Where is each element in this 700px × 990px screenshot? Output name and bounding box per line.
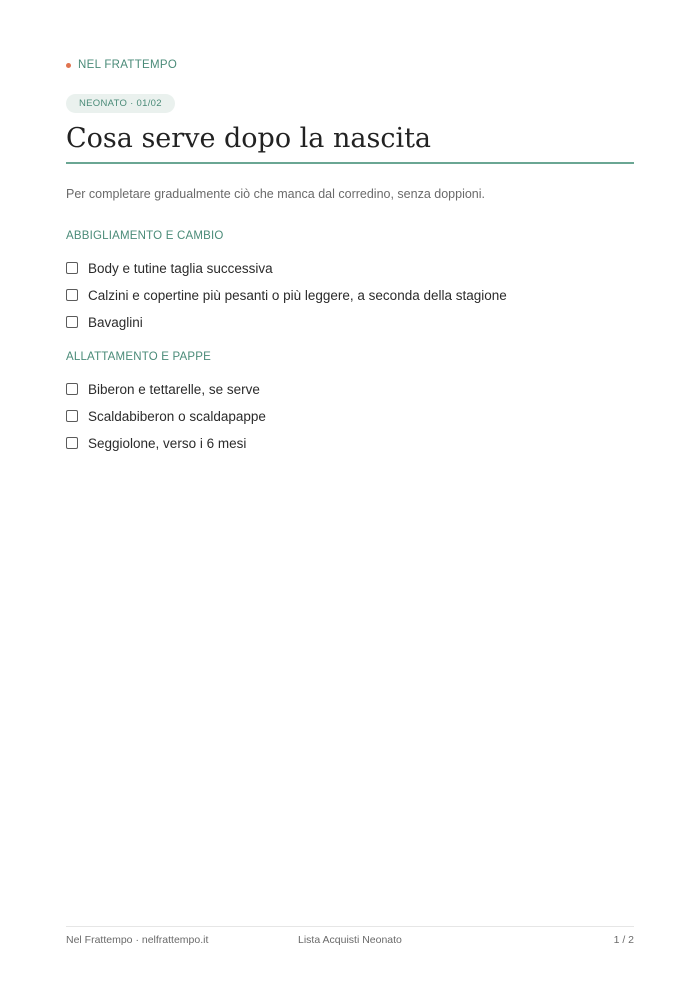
checklist-item-label: Body e tutine taglia successiva (88, 260, 273, 276)
page-title: Cosa serve dopo la nascita (66, 123, 432, 154)
category-badge: NEONATO · 01/02 (66, 94, 175, 113)
section-title-allattamento: ALLATTAMENTO E PAPPE (66, 351, 212, 363)
footer-page-number: 1 / 2 (613, 934, 634, 946)
footer-document-title: Lista Acquisti Neonato (298, 934, 402, 946)
intro-text: Per completare gradualmente ciò che manca dal corredino, senza doppioni. (66, 187, 485, 201)
footer-divider (66, 926, 634, 927)
checklist-item-label: Bavaglini (88, 314, 143, 330)
checkbox-icon[interactable] (66, 437, 78, 449)
checklist-item-label: Calzini e copertine più pesanti o più leggere, a seconda della stagione (88, 287, 507, 303)
checklist-item[interactable] (66, 407, 266, 425)
checklist-item-label: Scaldabiberon o scaldapappe (88, 408, 266, 424)
checklist-item-label: Biberon e tettarelle, se serve (88, 381, 260, 397)
checkbox-icon[interactable] (66, 316, 78, 328)
checklist-item[interactable] (66, 259, 273, 277)
checklist-item[interactable] (66, 313, 143, 331)
checkbox-icon[interactable] (66, 289, 78, 301)
brand-name: NEL FRATTEMPO (78, 59, 178, 71)
brand-header (66, 58, 177, 72)
title-divider (66, 162, 634, 164)
checkbox-icon[interactable] (66, 410, 78, 422)
brand-dot-icon (66, 63, 71, 68)
checkbox-icon[interactable] (66, 383, 78, 395)
checkbox-icon[interactable] (66, 262, 78, 274)
footer-site: Nel Frattempo · nelfrattempo.it (66, 934, 209, 946)
checklist-item-label: Seggiolone, verso i 6 mesi (88, 435, 247, 451)
checklist-item[interactable] (66, 434, 246, 452)
section-title-abbigliamento: ABBIGLIAMENTO E CAMBIO (66, 230, 224, 242)
checklist-item[interactable] (66, 380, 260, 398)
checklist-item[interactable] (66, 286, 507, 304)
document-page (66, 0, 634, 990)
